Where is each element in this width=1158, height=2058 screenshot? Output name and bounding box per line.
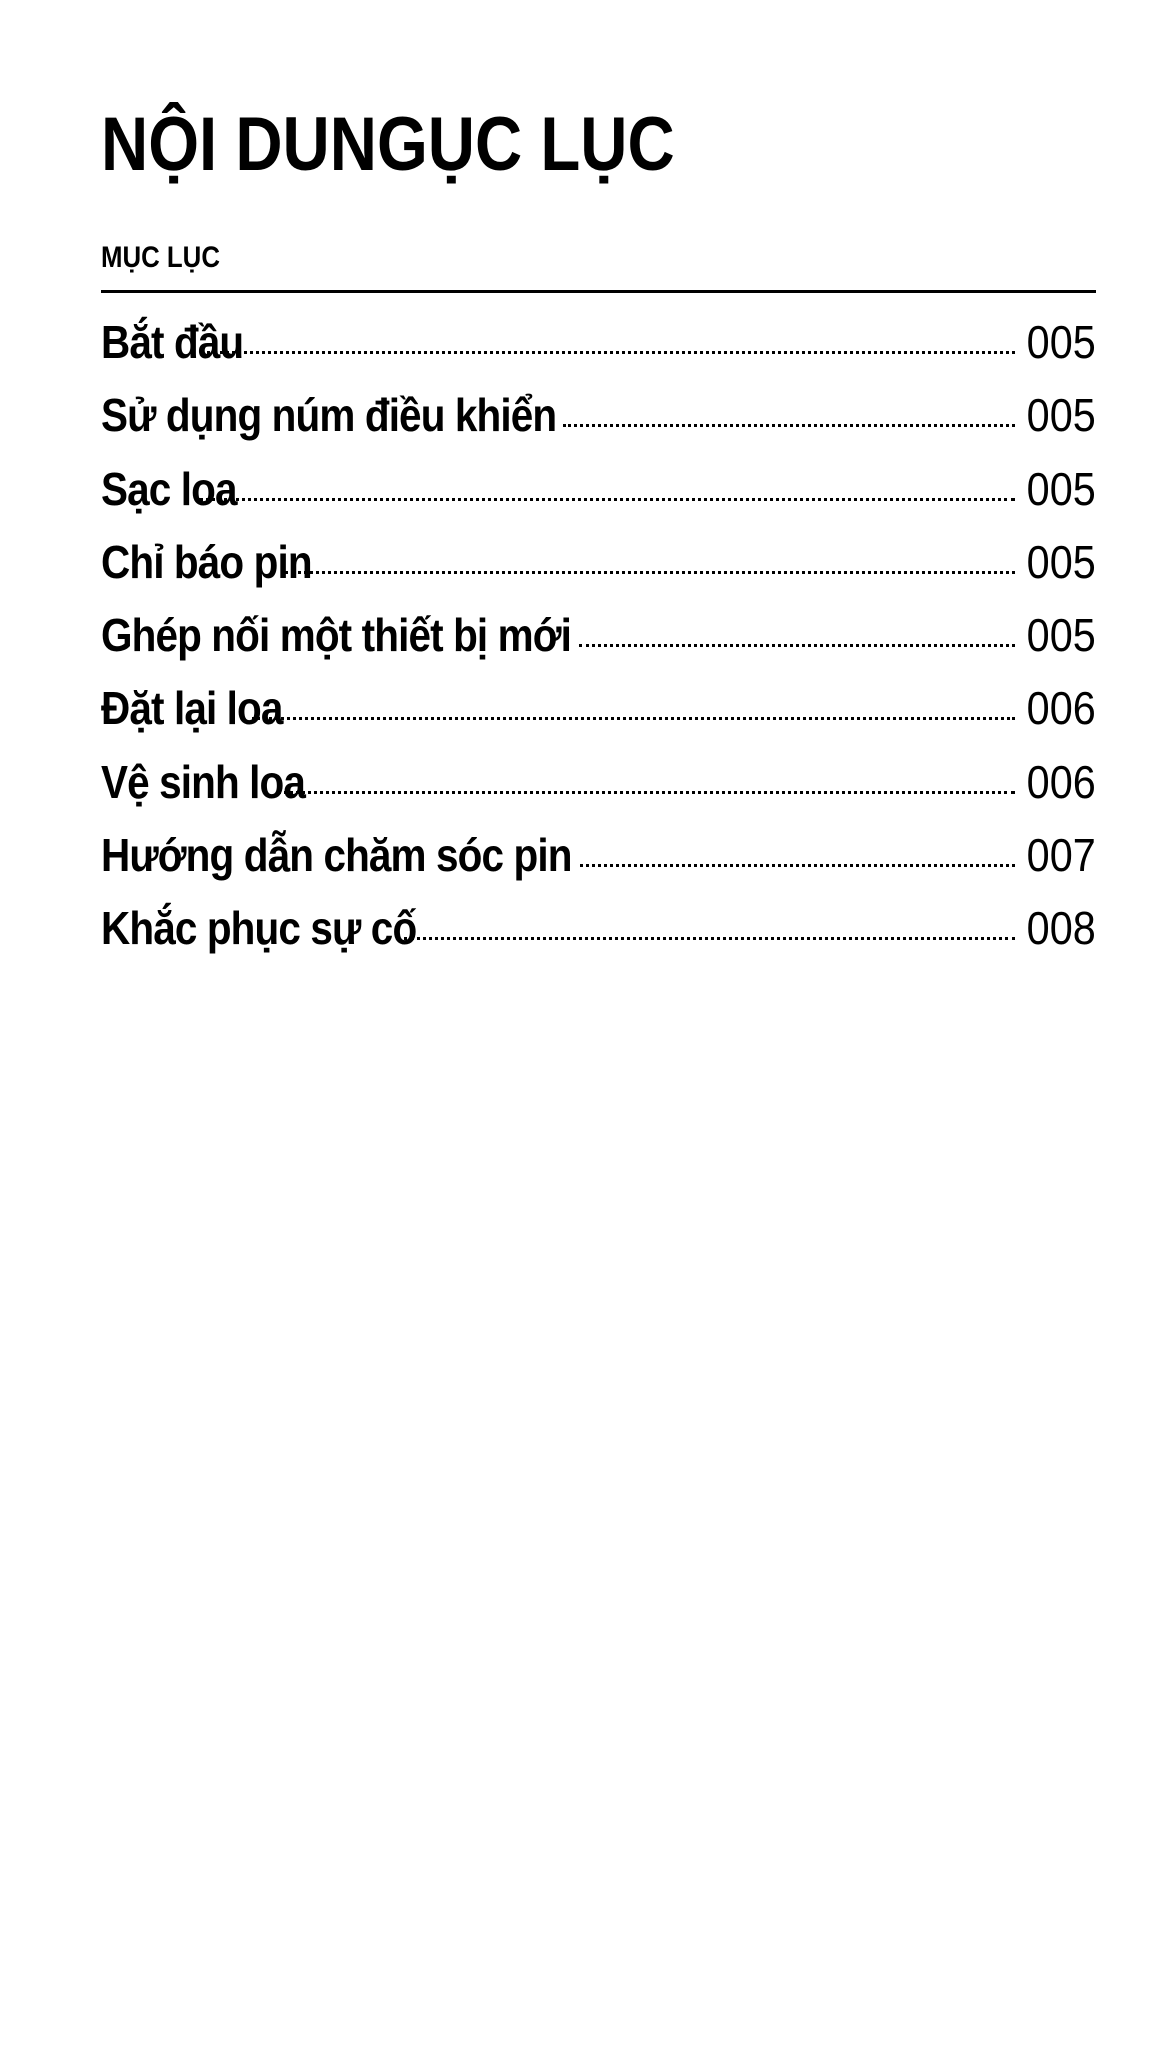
toc-entry-reset[interactable] (101, 672, 1096, 745)
toc-entry-page: 006 (1026, 755, 1096, 808)
toc-entry-troubleshooting[interactable] (101, 892, 1096, 965)
toc-entry-label: Ghép nối một thiết bị mới (101, 609, 572, 662)
toc-entry-page: 008 (1026, 902, 1096, 955)
toc-entry-label: Sạc loa (101, 462, 237, 515)
toc-entry-getting-started[interactable] (101, 306, 1096, 379)
toc-entry-page: 007 (1026, 829, 1096, 882)
toc-entry-battery-care[interactable] (101, 819, 1096, 892)
section-label: MỤC LỤC (101, 241, 220, 274)
toc-entry-label: Vệ sinh loa (101, 755, 306, 808)
toc-dot-leader (199, 498, 1015, 501)
toc-dot-leader (579, 644, 1015, 647)
toc-dot-leader (207, 351, 1015, 354)
toc-entry-page: 005 (1026, 609, 1096, 662)
toc-entry-pairing[interactable] (101, 599, 1096, 672)
toc-entry-page: 006 (1026, 682, 1096, 735)
toc-entry-label: Đặt lại loa (101, 682, 283, 735)
toc-dot-leader (404, 937, 1016, 940)
toc-entry-page: 005 (1026, 462, 1096, 515)
toc-entry-cleaning[interactable] (101, 746, 1096, 819)
table-of-contents (101, 306, 1096, 966)
toc-entry-battery-indicator[interactable] (101, 526, 1096, 599)
toc-dot-leader (580, 864, 1015, 867)
toc-dot-leader (252, 717, 1016, 720)
toc-entry-label: Khắc phục sự cố (101, 902, 417, 955)
toc-dot-leader (285, 571, 1016, 574)
toc-dot-leader (277, 791, 1015, 794)
toc-entry-label: Bắt đầu (101, 316, 244, 368)
toc-entry-page: 005 (1026, 316, 1096, 368)
section-divider (101, 290, 1096, 293)
toc-entry-label: Hướng dẫn chăm sóc pin (101, 829, 572, 882)
page-title: NỘI DUNGỤC LỤC (101, 102, 675, 187)
toc-entry-charging[interactable] (101, 453, 1096, 526)
toc-entry-page: 005 (1026, 389, 1096, 442)
toc-entry-label: Sử dụng núm điều khiển (101, 389, 557, 442)
toc-entry-page: 005 (1026, 535, 1096, 588)
toc-dot-leader (563, 424, 1016, 427)
toc-entry-label: Chỉ báo pin (101, 535, 312, 588)
toc-entry-using-knob[interactable] (101, 379, 1096, 452)
